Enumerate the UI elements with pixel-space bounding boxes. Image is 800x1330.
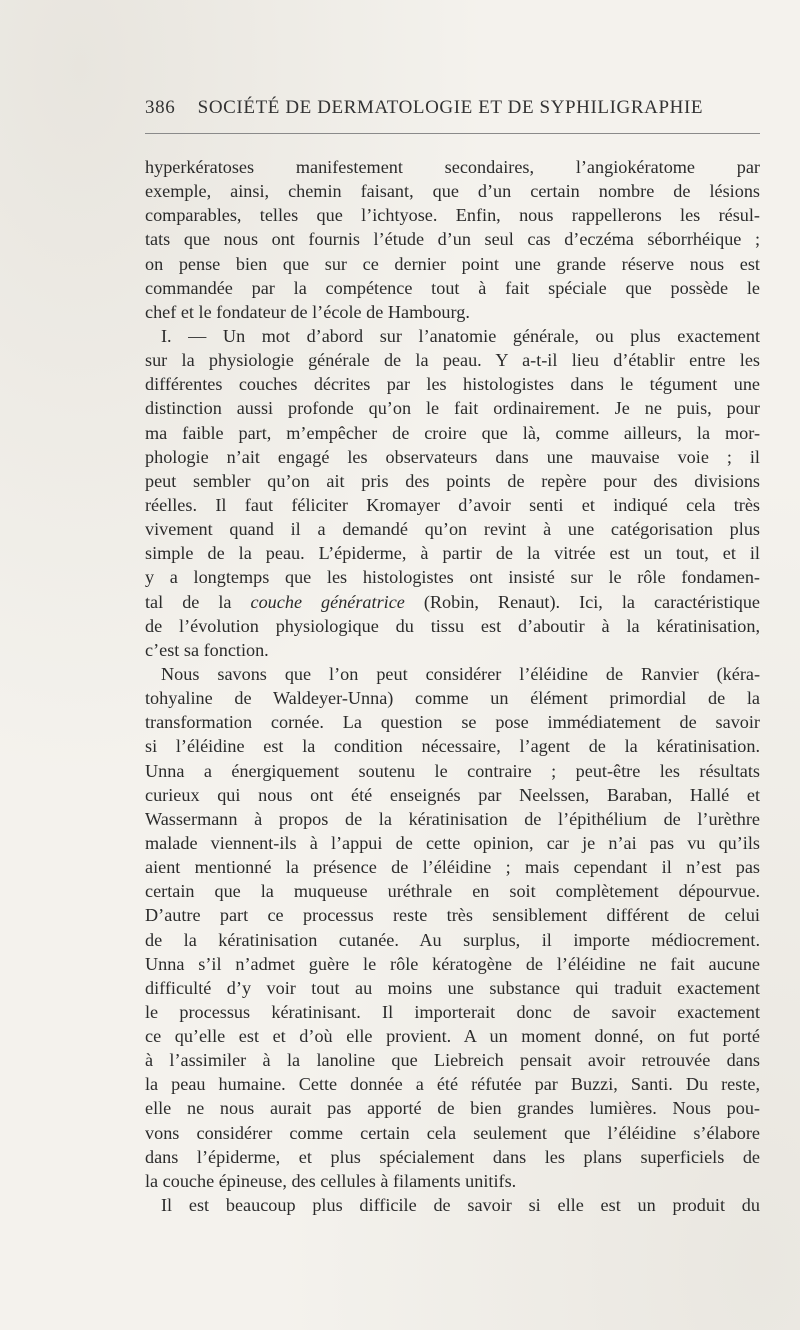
text-line: distinction aussi profonde qu’on le fait ordinairement. Je ne puis, pour (145, 398, 760, 419)
text-line: aient mentionné la présence de l’éléidine ; mais cependant il n’est pas (145, 857, 760, 878)
text-line: hyperkératoses manifestement secondaires, l’angiokératome par (145, 157, 760, 177)
text-line: malade viennent-ils à l’appui de cette opinion, car je n’ai pas vu qu’ils (145, 832, 760, 853)
text-line: si l’éléidine est la condition nécessaire, l’agent de la kératinisation. (145, 736, 760, 757)
text-line: curieux qui nous ont été enseignés par Neelssen, Baraban, Hallé et (145, 784, 760, 805)
text-line: on pense bien que sur ce dernier point une grande réserve nous est (145, 253, 760, 274)
text-line: tats que nous ont fournis l’étude d’un seul cas d’eczéma séborrhéique ; (145, 229, 760, 250)
text-line: Wassermann à propos de la kératinisation de l’épithélium de l’urèthre (145, 808, 760, 829)
paragraph-start-line: I. — Un mot d’abord sur l’anatomie générale, ou plus exactement (161, 325, 760, 346)
text-line: réelles. Il faut féliciter Kromayer d’avoir senti et indiqué cela très (145, 494, 760, 515)
text-line: certain que la muqueuse uréthrale en soit complètement dépourvue. (145, 881, 760, 902)
body-text (145, 155, 760, 1217)
text-line: comparables, telles que l’ichtyose. Enfin, nous rappellerons les résul- (145, 205, 760, 226)
text-line: transformation cornée. La question se pose immédiatement de savoir (145, 712, 760, 733)
text-line: sur la physiologie générale de la peau. Y a-t-il lieu d’établir entre les (145, 350, 760, 371)
text-line: de l’évolution physiologique du tissu est d’aboutir à la kératinisation, (145, 615, 760, 636)
header-rule (145, 133, 760, 134)
text-line: simple de la peau. L’épiderme, à partir de la vitrée est un tout, et il (145, 543, 760, 564)
text-line: tohyaline de Waldeyer-Unna) comme un élément primordial de la (145, 688, 760, 709)
text-line: Unna s’il n’admet guère le rôle kératogène de l’éléidine ne fait aucune (145, 953, 760, 974)
text-line: ma faible part, m’empêcher de croire que là, comme ailleurs, la mor- (145, 422, 760, 443)
text-line: de la kératinisation cutanée. Au surplus, il importe médiocrement. (145, 929, 760, 950)
text-line: la peau humaine. Cette donnée a été réfutée par Buzzi, Santi. Du reste, (145, 1074, 760, 1095)
text-line: dans l’épiderme, et plus spécialement dans les plans superficiels de (145, 1146, 760, 1167)
text-line: commandée par la compétence tout à fait spéciale que possède le (145, 277, 760, 298)
text-line: difficulté d’y voir tout au moins une substance qui traduit exactement (145, 977, 760, 998)
text-line: elle ne nous aurait pas apporté de bien grandes lumières. Nous pou- (145, 1098, 760, 1119)
text-line: exemple, ainsi, chemin faisant, que d’un certain nombre de lésions (145, 181, 760, 202)
paragraph-start-line: Il est beaucoup plus difficile de savoir si elle est un produit du (161, 1195, 760, 1216)
text-line: y a longtemps que les histologistes ont insisté sur le rôle fondamen- (145, 567, 760, 588)
text-line: vons considérer comme certain cela seulement que l’éléidine s’élabore (145, 1122, 760, 1143)
running-title: SOCIÉTÉ DE DERMATOLOGIE ET DE SYPHILIGRAPHIE (197, 97, 704, 118)
running-header (145, 97, 760, 121)
text-line: Unna a énergiquement soutenu le contraire ; peut-être les résultats (145, 760, 760, 781)
text-line: la couche épineuse, des cellules à filaments unitifs. (145, 1170, 517, 1191)
text-line: différentes couches décrites par les histologistes dans le tégument une (145, 374, 760, 395)
text-line: le processus kératinisant. Il importerait donc de savoir exactement (145, 1001, 760, 1022)
paragraph-start-line: Nous savons que l’on peut considérer l’éléidine de Ranvier (kéra- (161, 663, 760, 684)
text-line: peut sembler qu’on ait pris des points de repère pour des divisions (145, 470, 760, 491)
text-line: vivement quand il a demandé qu’on revint à une catégorisation plus (145, 519, 760, 540)
page-number: 386 (145, 97, 176, 118)
text-line: c’est sa fonction. (145, 639, 269, 660)
text-line: à l’assimiler à la lanoline que Liebreich pensait avoir retrouvée dans (145, 1050, 760, 1071)
text-line: chef et le fondateur de l’école de Hambourg. (145, 301, 470, 322)
italic-term: couche génératrice (250, 591, 405, 612)
text-line: ce qu’elle est et d’où elle provient. A un moment donné, on fut porté (145, 1026, 760, 1047)
text-line-with-italic: tal de la couche génératrice (Robin, Renaut). Ici, la caractéristique (145, 591, 760, 612)
text-line: phologie n’ait engagé les observateurs dans une mauvaise voie ; il (145, 446, 760, 467)
text-line: D’autre part ce processus reste très sensiblement différent de celui (145, 905, 760, 926)
